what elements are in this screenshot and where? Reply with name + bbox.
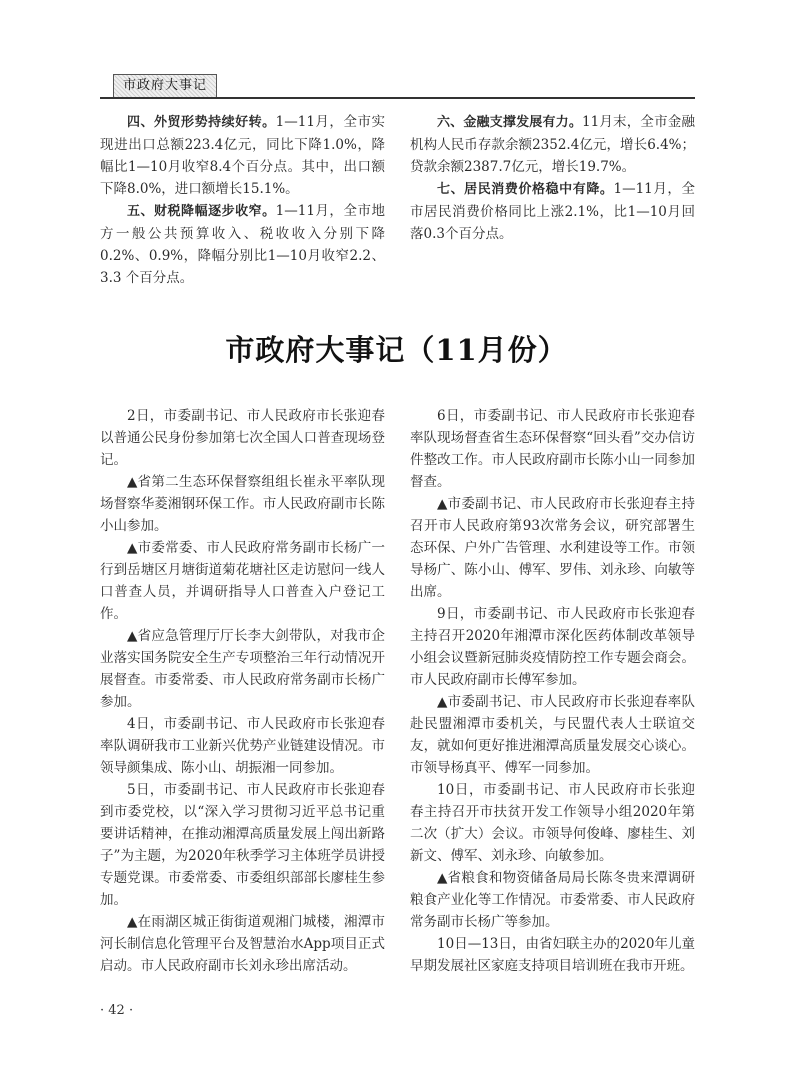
event-paragraph: ▲省应急管理厅厅长李大剑带队，对我市企业落实国务院安全生产专项整治三年行动情况开展督查。市委常委、市人民政府常务副市长杨广参加。 <box>100 628 385 710</box>
event-paragraph: 2日，市委副书记、市人民政府市长张迎春以普通公民身份参加第七次全国人口普查现场登记。 <box>100 408 385 468</box>
summary-body: 11月末，全市金融机构人民币存款余额2352.4亿元，增长6.4%；贷款余额2387.7亿元，增长19.7%。 <box>410 114 695 175</box>
section-header-tab: 市政府大事记 <box>113 74 217 98</box>
event-paragraph: 6日，市委副书记、市人民政府市长张迎春率队现场督查省生态环保督察“回头看”交办信访件整改工作。市人民政府副市长陈小山一同参加督查。 <box>410 408 695 490</box>
main-left-column <box>100 405 385 977</box>
event-paragraph: 5日，市委副书记、市人民政府市长张迎春到市委党校，以“深入学习贯彻习近平总书记重要讲话精神，在推动湘潭高质量发展上闯出新路子”为主题，为2020年秋季学习主体班学员讲授专题党课。市委常委、市委组织部部长廖桂生参加。 <box>100 782 385 908</box>
top-left-column <box>100 111 385 289</box>
event-paragraph: ▲市委常委、市人民政府常务副市长杨广一行到岳塘区月塘街道菊花塘社区走访慰问一线人口普查人员，并调研指导人口普查入户登记工作。 <box>100 540 385 622</box>
summary-heading: 四、外贸形势持续好转。 <box>127 115 276 130</box>
summary-heading: 七、居民消费价格稳中有降。 <box>437 182 614 197</box>
event-paragraph: ▲市委副书记、市人民政府市长张迎春率队赴民盟湘潭市委机关，与民盟代表人士联谊交友，就如何更好推进湘潭高质量发展交心谈心。市领导杨真平、傅军一同参加。 <box>410 694 695 776</box>
event-paragraph: 4日，市委副书记、市人民政府市长张迎春率队调研我市工业新兴优势产业链建设情况。市领导颜集成、陈小山、胡振湘一同参加。 <box>100 716 385 776</box>
summary-body: 1—11月，全市地方一般公共预算收入、税收收入分别下降0.2%、0.9%，降幅分别比1—10月收窄2.2、3.3 个百分点。 <box>100 203 385 286</box>
summary-paragraph <box>100 200 385 289</box>
event-paragraph: ▲在雨湖区城正街街道观湘门城楼，湘潭市河长制信息化管理平台及智慧治水App项目正式启动。市人民政府副市长刘永珍出席活动。 <box>100 914 385 974</box>
top-right-column <box>410 111 695 245</box>
summary-body: 1—11月，全市居民消费价格同比上涨2.1%，比1—10月回落0.3个百分点。 <box>410 181 695 242</box>
summary-paragraph <box>100 111 385 200</box>
summary-paragraph <box>410 111 695 178</box>
summary-heading: 六、金融支撑发展有力。 <box>437 115 583 130</box>
event-paragraph: 10日，市委副书记、市人民政府市长张迎春主持召开市扶贫开发工作领导小组2020年第二次（扩大）会议。市领导何俊峰、廖桂生、刘新文、傅军、刘永珍、向敏参加。 <box>410 782 695 864</box>
event-paragraph: 10日—13日，由省妇联主办的2020年儿童早期发展社区家庭支持项目培训班在我市开班。 <box>410 936 695 974</box>
page-title: 市政府大事记（11月份） <box>225 333 568 367</box>
summary-body: 1—11月，全市实现进出口总额223.4亿元，同比下降1.0%，降幅比1—10月收窄8.4个百分点。其中，出口额下降8.0%，进口额增长15.1%。 <box>100 114 385 197</box>
summary-paragraph <box>410 178 695 245</box>
event-paragraph: ▲省粮食和物资储备局局长陈冬贵来潭调研粮食产业化等工作情况。市委常委、市人民政府常务副市长杨广等参加。 <box>410 870 695 930</box>
event-paragraph: ▲市委副书记、市人民政府市长张迎春主持召开市人民政府第93次常务会议，研究部署生态环保、户外广告管理、水利建设等工作。市领导杨广、陈小山、傅军、罗伟、刘永珍、向敏等出席。 <box>410 496 695 600</box>
event-paragraph: 9日，市委副书记、市人民政府市长张迎春主持召开2020年湘潭市深化医药体制改革领导小组会议暨新冠肺炎疫情防控工作专题会商会。市人民政府副市长傅军参加。 <box>410 606 695 688</box>
summary-heading: 五、财税降幅逐步收窄。 <box>127 204 276 219</box>
event-paragraph: ▲省第二生态环保督察组组长崔永平率队现场督察华菱湘钢环保工作。市人民政府副市长陈小山参加。 <box>100 474 385 534</box>
header-divider <box>100 97 695 99</box>
page-number: · 42 · <box>100 1003 134 1018</box>
main-right-column <box>410 405 695 977</box>
